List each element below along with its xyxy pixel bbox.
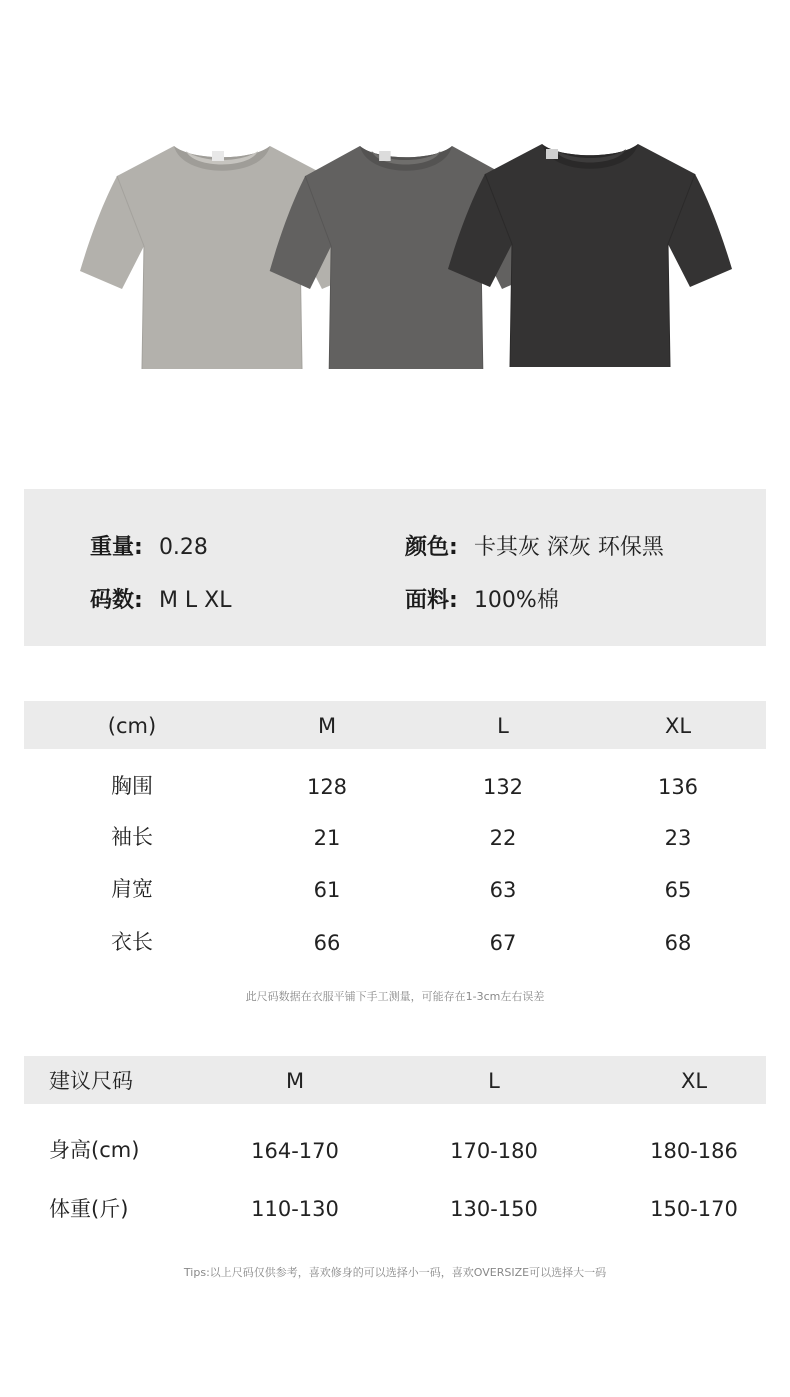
row-label-sleeve: 袖长 xyxy=(111,825,153,849)
measure-header-xl: XL xyxy=(664,714,692,738)
measure-note: 此尺码数据在衣服平铺下手工测量，可能存在1-3cm左右误差 xyxy=(245,990,545,1003)
measure-header-unit: (cm) xyxy=(107,714,157,738)
table-cell: 22 xyxy=(489,826,517,850)
table-cell: 66 xyxy=(313,931,341,955)
size-value: M L XL xyxy=(158,588,232,613)
recommend-header-m: M xyxy=(285,1069,305,1093)
table-cell: 180-186 xyxy=(650,1139,738,1163)
spec-color xyxy=(405,534,664,561)
spec-size xyxy=(90,587,232,614)
table-cell: 136 xyxy=(657,775,699,799)
table-cell: 63 xyxy=(489,878,517,902)
recommend-header-l: L xyxy=(488,1069,500,1093)
table-cell: 21 xyxy=(313,826,341,850)
table-cell: 128 xyxy=(306,775,348,799)
product-image xyxy=(0,0,790,430)
row-label-weight: 体重(斤) xyxy=(49,1197,129,1221)
recommend-header-xl: XL xyxy=(680,1069,708,1093)
color-value: 卡其灰 深灰 环保黑 xyxy=(473,535,664,560)
table-cell: 132 xyxy=(482,775,524,799)
table-cell: 170-180 xyxy=(450,1139,538,1163)
table-cell: 65 xyxy=(664,878,692,902)
color-label: 颜色: xyxy=(405,535,458,560)
measure-header-l: L xyxy=(497,714,509,738)
spec-fabric xyxy=(405,587,559,614)
table-cell: 23 xyxy=(664,826,692,850)
table-cell: 150-170 xyxy=(650,1197,738,1221)
spec-weight xyxy=(90,534,208,561)
row-label-shoulder: 肩宽 xyxy=(111,877,153,901)
size-label: 码数: xyxy=(90,588,143,613)
weight-value: 0.28 xyxy=(158,535,208,560)
shirt-black xyxy=(448,144,732,367)
table-cell: 130-150 xyxy=(450,1197,538,1221)
weight-label: 重量: xyxy=(90,535,143,560)
recommend-header-title: 建议尺码 xyxy=(49,1069,133,1093)
table-cell: 61 xyxy=(313,878,341,902)
fabric-label: 面料: xyxy=(405,588,458,613)
row-label-height: 身高(cm) xyxy=(49,1138,140,1162)
table-cell: 67 xyxy=(489,931,517,955)
fabric-value: 100%棉 xyxy=(473,588,559,613)
table-cell: 68 xyxy=(664,931,692,955)
table-cell: 164-170 xyxy=(251,1139,339,1163)
row-label-chest: 胸围 xyxy=(111,774,153,798)
spec-panel xyxy=(24,489,766,646)
table-cell: 110-130 xyxy=(251,1197,339,1221)
measure-header-m: M xyxy=(317,714,337,738)
recommend-note: Tips:以上尺码仅供参考，喜欢修身的可以选择小一码，喜欢OVERSIZE可以选择大一码 xyxy=(183,1266,607,1279)
row-label-length: 衣长 xyxy=(111,930,153,954)
